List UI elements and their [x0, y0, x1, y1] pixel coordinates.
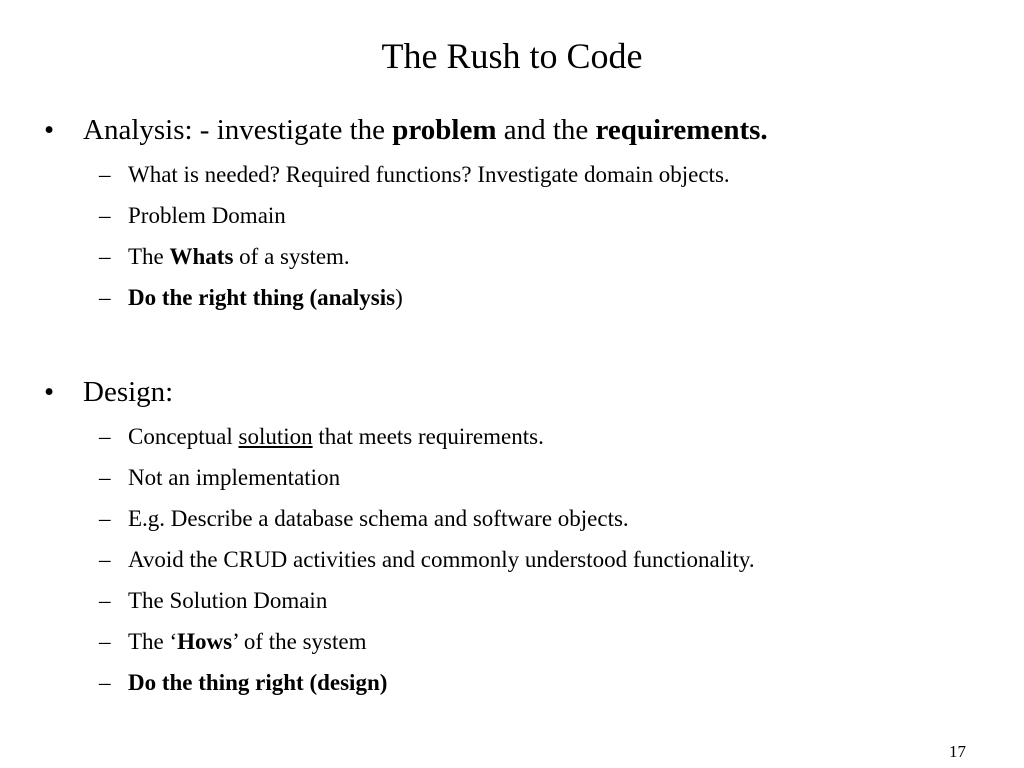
sub-item: [0, 243, 1024, 271]
sub-item-text: Problem Domain: [128, 203, 286, 228]
sub-item-text: [128, 243, 350, 271]
bold-run: Whats: [169, 244, 234, 269]
slide-title: The Rush to Code: [381, 36, 643, 76]
dash-marker: –: [99, 465, 111, 490]
text-run: of a system.: [233, 244, 350, 269]
analysis-bold-requirements: requirements.: [595, 114, 768, 146]
bold-run: Do the thing right (design): [128, 670, 388, 695]
dash-marker: –: [99, 424, 111, 449]
sub-item-text: [128, 628, 366, 656]
sub-item: [0, 423, 1024, 451]
dash-marker: –: [99, 285, 111, 310]
bullet-marker: •: [44, 114, 55, 146]
sub-item-text: E.g. Describe a database schema and software objects.: [128, 506, 629, 531]
sub-item-text: What is needed? Required functions? Investigate domain objects.: [128, 162, 730, 187]
bold-run: Hows: [177, 629, 233, 654]
dash-marker: –: [99, 588, 111, 613]
analysis-prefix: Analysis: - investigate the: [83, 114, 393, 146]
sub-item: [0, 202, 1024, 230]
sub-item-text: Avoid the CRUD activities and commonly understood functionality.: [128, 547, 755, 572]
dash-marker: –: [99, 162, 111, 187]
underline-run: solution: [238, 424, 313, 449]
sub-item-text: Not an implementation: [128, 465, 341, 490]
dash-marker: –: [99, 506, 111, 531]
dash-marker: –: [99, 244, 111, 269]
sub-item: [0, 161, 1024, 189]
sub-item-text: [128, 423, 544, 451]
analysis-bold-problem: problem: [392, 114, 497, 146]
dash-marker: –: [99, 629, 111, 654]
bullet-analysis-text: [83, 113, 768, 147]
text-run: The: [128, 244, 170, 269]
sub-item: [0, 669, 1024, 697]
sub-item: [0, 546, 1024, 574]
sub-item-text: [128, 669, 387, 697]
text-run: that meets requirements.: [312, 424, 544, 449]
dash-marker: –: [99, 547, 111, 572]
bullet-design: [0, 375, 1024, 409]
sub-item: [0, 284, 1024, 312]
dash-marker: –: [99, 670, 111, 695]
dash-marker: –: [99, 203, 111, 228]
text-run: ): [395, 285, 403, 310]
page-number: 17: [949, 742, 966, 761]
bullet-design-text: Design:: [83, 376, 174, 408]
sub-item: [0, 587, 1024, 615]
text-run: The ‘: [128, 629, 178, 654]
sub-item: [0, 505, 1024, 533]
text-run: ’ of the system: [232, 629, 367, 654]
sub-item: [0, 464, 1024, 492]
bullet-analysis: [0, 113, 1024, 147]
sub-item: [0, 628, 1024, 656]
bullet-marker: •: [44, 376, 55, 408]
analysis-middle: and the: [496, 114, 596, 146]
bold-run: Do the right thing (analysis: [128, 285, 396, 310]
sub-item-text: [128, 284, 403, 312]
sub-item-text: The Solution Domain: [128, 588, 328, 613]
text-run: Conceptual: [128, 424, 239, 449]
